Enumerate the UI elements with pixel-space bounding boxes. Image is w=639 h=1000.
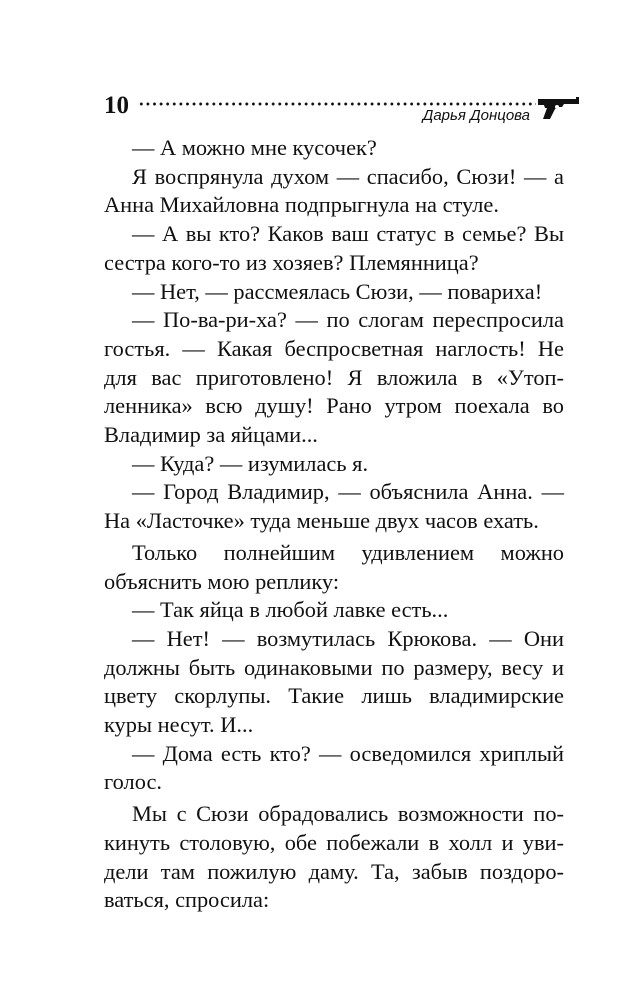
paragraph: — Так яйца в любой лавке есть... xyxy=(132,597,449,623)
paragraph: — Куда? — изумилась я. xyxy=(132,450,369,476)
page-body xyxy=(104,134,564,915)
paragraph: Только полнейшим удивлением можно объяснить мою реплику: xyxy=(104,539,564,594)
paragraph: — А можно мне кусочек? xyxy=(132,135,377,160)
dotted-leader xyxy=(138,102,536,106)
paragraph: — Нет! — возмутилась Крюкова. — Они должны быть одинаковыми по размеру, весу и цвету скорлупы. Такие лишь владимирские куры несут. И... xyxy=(104,625,564,738)
paragraph: — А вы кто? Каков ваш статус в семье? Вы сестра кого-то из хозяев? Племянница? xyxy=(104,221,564,275)
author-name: Дарья Донцова xyxy=(422,107,530,124)
page-number: 10 xyxy=(104,92,129,119)
paragraph: — Город Владимир, — объяснила Анна. — На «Ласточке» туда меньше двух часов ехать. xyxy=(104,479,564,534)
paragraph: Я воспрянула духом — спасибо, Сюзи! — а Анна Михайловна подпрыгнула на стуле. xyxy=(104,163,564,218)
paragraph: — Нет, — рассмеялась Сюзи, — повариха! xyxy=(132,278,543,304)
revolver-icon xyxy=(536,96,580,120)
running-header xyxy=(104,92,580,126)
paragraph: — Дома есть кто? — осведомился хриплый голос. xyxy=(104,740,564,795)
paragraph: Мы с Сюзи обрадовались возможности покинуть столовую, обе побежали в холл и увидели там пожилую даму. Та, забыв поздороваться, спросила: xyxy=(104,801,564,913)
paragraph: — По-ва-ри-ха? — по слогам переспросила гостья. — Какая беспросветная наглость! Не для вас приготовлено! Я вложила в «Утопленника» всю душу! Рано утром поехала во Владимир за яйцами... xyxy=(104,307,564,448)
